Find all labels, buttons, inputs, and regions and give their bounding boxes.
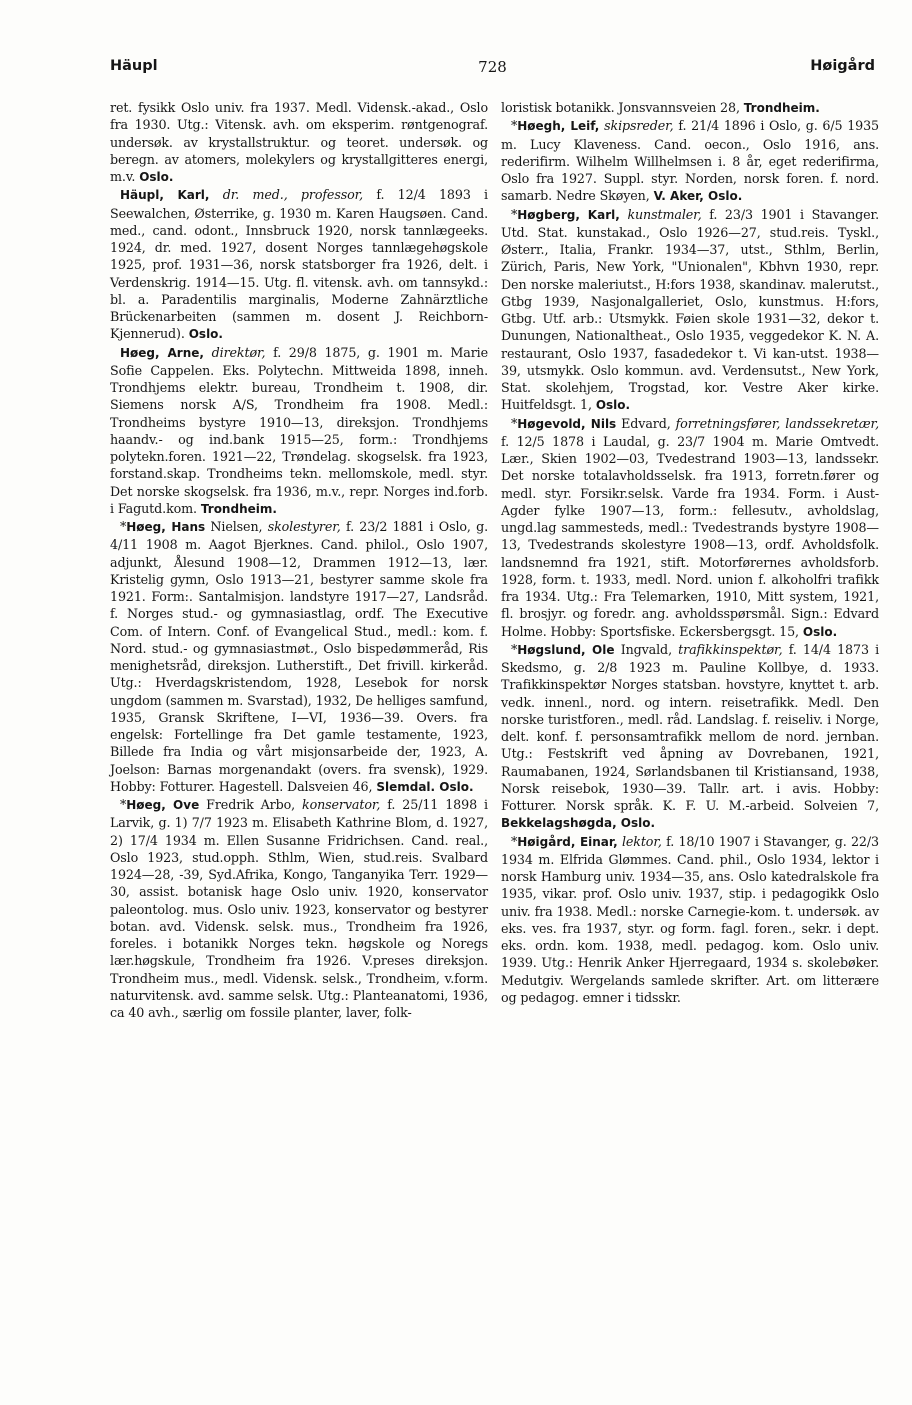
entry-surname: Høeg, Ove bbox=[126, 798, 200, 812]
entry-star: * bbox=[511, 415, 518, 431]
entry-text: f. 21/4 1896 i Oslo, g. 6/5 1935 m. Lucy Klaveness. Cand. oecon., Oslo 1916, ans. rederifirm. Wilhelm Willhelmsen i. 8 år, eget rederifirma, Oslo fra 1927. Suppl. styr. Norden, norsk foren. f. nord. samarb. Nedre Skøyen, bbox=[501, 118, 880, 204]
entry-text: f. 12/4 1893 i Seewalchen, Østerrike, g. 1930 m. Karen Haugsøen. Cand. med., cand. odont., Innsbruck 1920, norsk tannlægeeks. 1924, dr. med. 1927, dosent Norges tannlægehøgskole 1925, prof. 1931—36, norsk statsborger fra 1926, delt. i Verdenskrig. 1914—15. Utg. fl. vitensk. avh. om tannsykd.: bl. a. Paradentilis marginalis, Moderne Zahnärztliche Brückenarbeiten (sammen m. dosent J. Reichborn-Kjennerud). bbox=[110, 187, 488, 342]
entry-star: * bbox=[120, 797, 127, 812]
entry-surname: Høgberg, Karl, bbox=[517, 207, 620, 222]
entry-occupation: lektor, bbox=[621, 833, 662, 849]
entry-haupl-karl bbox=[110, 186, 488, 343]
entry-place: Oslo. bbox=[188, 327, 223, 342]
entry-hoeg-arne bbox=[110, 344, 488, 519]
entry-text: loristisk botanikk. Jonsvannsveien 28, bbox=[501, 100, 740, 115]
entry-star: * bbox=[511, 206, 518, 222]
entry-given-name: Nielsen, bbox=[210, 519, 263, 534]
entry-occupation: konservator, bbox=[302, 797, 381, 812]
entry-star: * bbox=[511, 641, 518, 657]
entry-star: * bbox=[120, 519, 127, 534]
entry-place: V. Aker, Oslo. bbox=[653, 189, 743, 204]
entry-place: Trondheim. bbox=[743, 101, 820, 115]
header-left-keyword: Häupl bbox=[110, 58, 158, 74]
entry-hoeg-ove bbox=[110, 796, 488, 1021]
entry-text: f. 18/10 1907 i Stavanger, g. 22/3 1934 m. Elfrida Glømmes. Cand. phil., Oslo 1934, lektor i norsk Hamburg univ. 1934—35, ans. Oslo katedralskole fra 1935, vikar. prof. Oslo univ. 1937, stip. i pedagogikk Oslo univ. fra 1938. Medl.: norske Carnegie-kom. t. undersøk. av eks. ves. fra 1937, styr. og form. fagl. foren., sekr. i dept. eks. ordn. kom. 1938, medl. pedagog. kom. Oslo univ. 1939. Utg.: Henrik Anker Hjerregaard, 1934 s. skolebøker. Medutgiv. Wergelands samlede skrifter. Art. om litterære og pedagog. emner i tidsskr. bbox=[501, 833, 879, 1005]
entry-hogevold-nils bbox=[501, 415, 879, 641]
entry-text: f. 23/3 1901 i Stavanger. Utd. Stat. kunstakad., Oslo 1926—27, stud.reis. Tyskl., Østerr., Italia, Frankr. 1934—37, utst., Sthlm, Berlin, Zürich, Paris, New York, "Unionalen", Kbhvn 1930, repr. Den norske maleriutst., H:fors 1938, skandinav. malerutst., Gtbg 1939, Nasjonalgalleriet, Oslo, kunstmus. H:fors, Gtbg. Utf. arb.: Utsmykk. Føien skole 1931—32, dekor t. Dunungen, Nationaltheat., Oslo 1935, veggedekor K. N. A. restaurant, Oslo 1937, fasadedekor t. Vi kan-utst. 1938—39, utsmykk. Oslo kommun. avd. Verdensutst., New York, Stat. skolehjem, Trogstad, kor. Vestre Aker kirke. Huitfeldsgt. 1, bbox=[501, 206, 879, 413]
entry-hogberg-karl bbox=[501, 206, 879, 415]
entry-given-name: Ingvald, bbox=[620, 641, 672, 657]
entry-surname: Høgslund, Ole bbox=[517, 642, 615, 657]
entry-hoeg-hans bbox=[110, 518, 488, 796]
entry-occupation: forretningsfører, landssekretær, bbox=[675, 415, 879, 431]
entry-hogslund-ole bbox=[501, 641, 879, 833]
entry-text: ret. fysikk Oslo univ. fra 1937. Medl. Vidensk.-akad., Oslo fra 1930. Utg.: Vitensk. avh. om eksperim. røntgenograf. undersøk. av krystallstruktur. og teoret. undersøk. og beregn. av atomers, molekylers og krystallgitteres energi, m.v. bbox=[110, 100, 488, 184]
entry-place: Bekkelagshøgda, Oslo. bbox=[501, 816, 656, 831]
left-column bbox=[110, 99, 488, 1021]
entry-surname: Høeg, Arne, bbox=[120, 345, 204, 360]
entry-place: Oslo. bbox=[595, 398, 631, 413]
entry-place: Oslo. bbox=[802, 624, 838, 639]
entry-text: f. 14/4 1873 i Skedsmo, g. 2/8 1923 m. Pauline Kollbye, d. 1933. Trafikkinspektør Norges statsban. hovstyre, knyttet t. arb. vedk. innenl., nord. og intern. reisetrafikk. Medl. Den norske turistforen., medl. råd. Landslag. f. reiseliv. i Norge, delt. konf. f. personsamtrafikk mellom de nord. jernban. Utg.: Festskrift ved åpning av Dovrebanen, 1921, Raumabanen, 1924, Sørlandsbanen til Kristiansand, 1938, Norsk reisebok, 1930—39. Tallr. art. i avis. Hobby: Fotturer. Norsk språk. K. F. U. M.-arbeid. Solveien 7, bbox=[501, 641, 880, 813]
entry-occupation: trafikkinspektør, bbox=[678, 641, 783, 657]
entry-occupation: skolestyrer, bbox=[267, 519, 341, 534]
entry-star: * bbox=[511, 833, 518, 849]
entry-text: f. 12/5 1878 i Laudal, g. 23/7 1904 m. Marie Omtvedt. Lær., Skien 1902—03, Tvedestrand 1903—13, landssekr. Det norske totalavholdsselsk. fra 1913, forretn.fører og medl. styr. Forsikr.selsk. Varde fra 1934. Form. i Aust-Agder fylke 1907—13, form.: fellesutv., avholdslag, ungd.lag sammesteds, medl.: Tvedestrands bystyre 1908—13, Tvedestrands skolestyre 1908—13, ordf. Avholdsfolk. landsnemnd fra 1921, stift. Motorførernes avholdsforb. 1928, form. t. 1933, medl. Nord. union f. alkoholfri trafikk fra 1934. Utg.: Fra Telemarken, 1910, Mitt system, 1921, fl. brosjyr. og foredr. ang. avholdsspørsmål. Sign.: Edvard Holme. Hobby: Sportsfiske. Eckersbergsgt. 15, bbox=[501, 433, 879, 639]
entry-text: f. 23/2 1881 i Oslo, g. 4/11 1908 m. Aagot Bjerknes. Cand. philol., Oslo 1907, adjunkt, Ålesund 1908—12, Drammen 1912—13, lær. Kristelig gymn, Oslo 1913—21, bestyrer samme skole fra 1921. Form:. Santalmisjon. landstyre 1917—27, Landsråd. f. Norges stud.- og gymnasiastlag, ordf. The Executive Com. of Intern. Conf. of Evangelical Stud., medl.: kom. f. Nord. stud.- og gymnasiastmøt., Oslo bispedømmeråd, Ris menighetsråd, direksjon. Lutherstift., Det frivill. kirkeråd. Utg.: Hverdagskristendom, 1928, Lesebok for norsk ungdom (sammen m. Svarstad), 1932, De helliges samfund, 1935, Gransk Skriftene, I—VI, 1936—39. Overs. fra engelsk: Fortellinge fra Det gamle testamente, 1923, Billede fra India og vårt misjonsarbeide der, 1923, A. Joelson: Barnas morgenandakt (overs. fra svensk), 1929. Hobby: Fotturer. Hagestell. Dalsveien 46, bbox=[110, 519, 489, 794]
entry-star: * bbox=[511, 118, 518, 134]
entry-place: Slemdal. Oslo. bbox=[376, 779, 474, 794]
right-column bbox=[501, 99, 879, 1006]
entry-given-name: Edvard, bbox=[621, 415, 671, 431]
entry-continuation bbox=[110, 99, 488, 186]
page-number: 728 bbox=[478, 58, 507, 76]
entry-surname: Høgevold, Nils bbox=[517, 416, 617, 431]
entry-occupation: direktør, bbox=[211, 344, 266, 360]
entry-surname: Høegh, Leif, bbox=[517, 119, 600, 134]
entry-text: f. 25/11 1898 i Larvik, g. 1) 7/7 1923 m. Elisabeth Kathrine Blom, d. 1927, 2) 17/4 1934 m. Ellen Susanne Fridrichsen. Cand. real., Oslo 1923, stud.opph. Sthlm, Wien, stud.reis. Svalbard 1924—28, -39, Syd.Afrika, Kongo, Tanganyika Terr. 1929—30, assist. botanisk hage Oslo univ. 1920, konservator paleontolog. mus. Oslo univ. 1923, konservator og bestyrer botan. avd. Vidensk. selsk. mus., Trondheim fra 1926, foreles. i botanikk Norges tekn. høgskole og Noregs lær.høgskule, Trondheim fra 1926. V.preses direksjon. Trondheim mus., medl. Vidensk. selsk., Trondheim, v.form. naturvitensk. avd. samme selsk. Utg.: Planteanatomi, 1936, ca 40 avh., særlig om fossile planter, laver, folk- bbox=[110, 797, 488, 1020]
entry-place: Trondheim. bbox=[200, 501, 277, 516]
entry-continuation bbox=[501, 99, 879, 117]
entry-occupation: kunstmaler, bbox=[627, 206, 702, 222]
entry-surname: Høeg, Hans bbox=[126, 520, 206, 534]
entry-hoegh-leif bbox=[501, 117, 879, 205]
entry-given-name: Fredrik Arbo, bbox=[206, 797, 296, 812]
entry-hoigard-einar bbox=[501, 833, 879, 1007]
entry-place: Oslo. bbox=[139, 170, 174, 184]
entry-occupation: dr. med., professor, bbox=[222, 187, 364, 203]
entry-surname: Høigård, Einar, bbox=[517, 834, 618, 849]
entry-occupation: skipsreder, bbox=[604, 118, 674, 134]
entry-surname: Häupl, Karl, bbox=[120, 188, 210, 203]
running-header bbox=[110, 58, 875, 82]
header-right-keyword: Høigård bbox=[810, 58, 875, 74]
entry-text: f. 29/8 1875, g. 1901 m. Marie Sofie Cappelen. Eks. Polytechn. Mittweida 1898, inneh. Trondhjems elektr. bureau, Trondheim t. 1908, dir. Siemens norsk A/S, Trondheim fra 1908. Medl.: Trondheims bystyre 1910—13, direksjon. Trondhjems haandv.- og ind.bank 1915—25, form.: Trondhjems polytekn.foren. 1921—22, Trøndelag. skogselsk. fra 1923, forstand.skap. Trondheims tekn. mellomskole, medl. styr. Det norske skogselsk. fra 1936, m.v., repr. Norges ind.forb. i Fagutd.kom. bbox=[110, 344, 488, 516]
